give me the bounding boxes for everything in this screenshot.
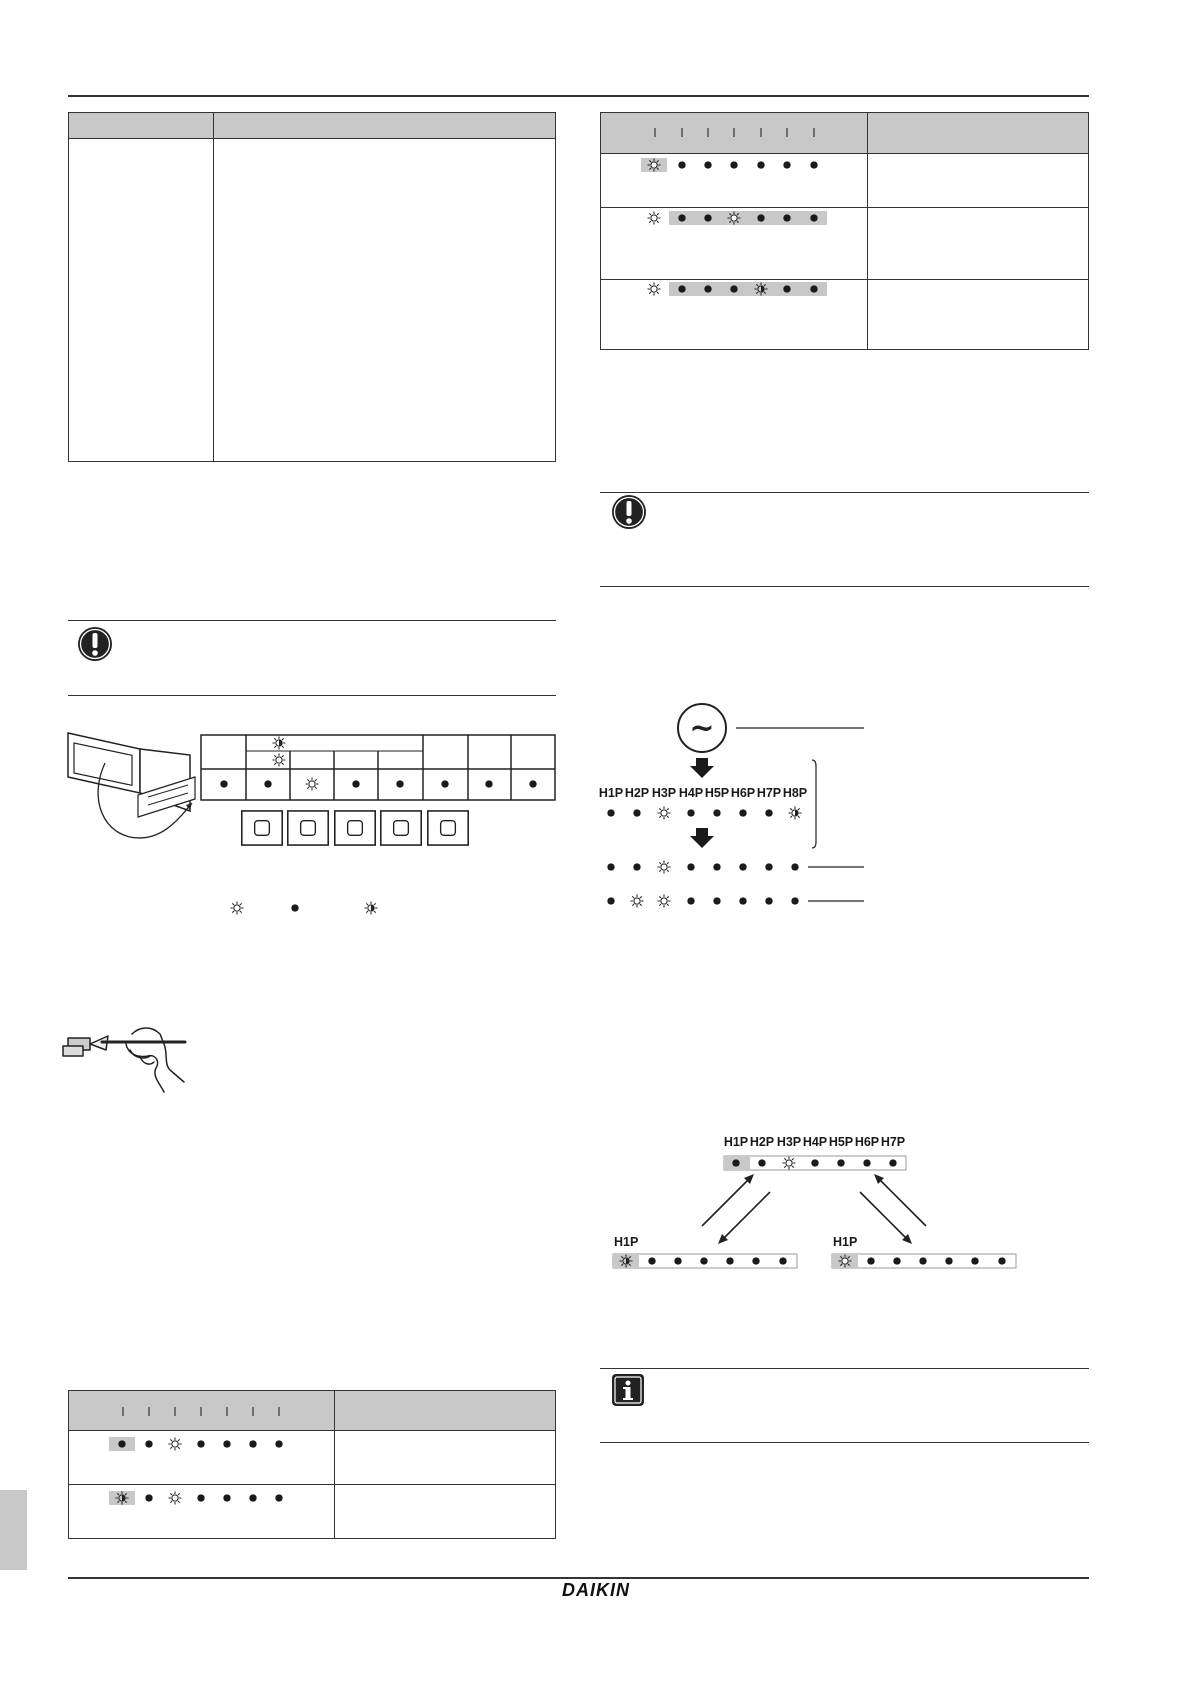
led-h3p — [306, 778, 318, 790]
table-row-1-leds — [69, 1431, 335, 1485]
sun-led-on-icon — [231, 902, 243, 914]
led-state-row-1 — [607, 807, 801, 819]
header-rule — [68, 95, 1089, 97]
led-status-table-right — [600, 112, 1089, 350]
table-cell-left — [69, 139, 214, 462]
cycle-top-labels — [724, 1135, 905, 1149]
mode-cycle-diagram — [608, 1130, 1028, 1275]
led-label: H5P — [704, 786, 730, 800]
note-rule-bottom — [600, 1442, 1089, 1443]
led-label: H8P — [782, 786, 808, 800]
table-row-1-description — [868, 154, 1089, 208]
hand-writing-icon — [60, 1020, 190, 1095]
table-header-description — [335, 1391, 556, 1431]
table-header-left — [69, 113, 214, 139]
led-label: H2P — [624, 786, 650, 800]
table-row-3-description — [868, 280, 1089, 350]
table-row-1-description — [335, 1431, 556, 1485]
led-label: H7P — [756, 786, 782, 800]
note-rule-bottom — [600, 586, 1089, 587]
note-rule-top — [600, 1368, 1089, 1369]
power-symbol: ~ — [689, 711, 715, 746]
led-label: H3P — [776, 1135, 802, 1149]
led-label: H4P — [802, 1135, 828, 1149]
led-status-table-left — [68, 1390, 556, 1539]
led-legend — [225, 898, 385, 918]
table-row-3-leds — [601, 280, 868, 350]
led-state-row-2 — [607, 861, 798, 873]
table-row-2-leds — [69, 1485, 335, 1539]
power-on-led-diagram — [596, 700, 876, 915]
table-header-leds — [69, 1391, 335, 1431]
left-state-label: H1P — [614, 1235, 639, 1249]
table-header-description — [868, 113, 1089, 154]
led-label: H5P — [828, 1135, 854, 1149]
led-table — [201, 735, 555, 800]
led-h4p — [352, 780, 359, 787]
down-arrow-icon — [690, 758, 714, 778]
table-header-right — [214, 113, 556, 139]
table-row-2-leds — [601, 208, 868, 280]
led-h1p — [220, 780, 227, 787]
sun-led-on-icon — [273, 754, 285, 766]
push-buttons — [242, 811, 468, 845]
blinking-led-icon — [273, 737, 285, 749]
led-label: H3P — [651, 786, 677, 800]
bracket — [812, 760, 816, 848]
led-label: H6P — [854, 1135, 880, 1149]
led-label: H1P — [598, 786, 624, 800]
table-cell-right — [214, 139, 556, 462]
cycle-arrows — [702, 1174, 926, 1244]
note-rule-top — [68, 620, 556, 621]
push-button-icon — [242, 811, 282, 845]
table-row-1-leds — [601, 154, 868, 208]
led-label: H1P — [723, 1135, 749, 1149]
table-row-2-description — [868, 208, 1089, 280]
dot-led-off-icon — [291, 904, 298, 911]
push-button-icon — [335, 811, 375, 845]
table-header-leds — [601, 113, 868, 154]
daikin-logo: DAIKIN — [562, 1580, 630, 1600]
led-h2p — [264, 780, 271, 787]
note-rule-top — [600, 492, 1089, 493]
note-rule-bottom — [68, 695, 556, 696]
led-h8p — [529, 780, 536, 787]
push-button-icon — [428, 811, 468, 845]
led-label: H2P — [749, 1135, 775, 1149]
footer-rule — [68, 1577, 1089, 1579]
led-panel-illustration — [60, 725, 560, 855]
exclamation-circle-icon — [610, 493, 648, 531]
info-square-icon — [610, 1372, 646, 1408]
push-button-icon — [381, 811, 421, 845]
outdoor-unit-sketch — [68, 733, 195, 838]
settings-table — [68, 112, 556, 462]
section-side-tab — [0, 1490, 27, 1570]
led-label: H7P — [880, 1135, 906, 1149]
led-label: H6P — [730, 786, 756, 800]
led-label: H4P — [678, 786, 704, 800]
right-state-label: H1P — [833, 1235, 858, 1249]
led-h7p — [485, 780, 492, 787]
table-row-2-description — [335, 1485, 556, 1539]
led-h5p — [396, 780, 403, 787]
led-h6p — [441, 780, 448, 787]
led-state-row-3 — [607, 895, 798, 907]
led-labels-row — [599, 786, 807, 800]
down-arrow-icon — [690, 828, 714, 848]
push-button-icon — [288, 811, 328, 845]
exclamation-circle-icon — [76, 625, 114, 663]
blinking-led-icon — [365, 902, 377, 914]
